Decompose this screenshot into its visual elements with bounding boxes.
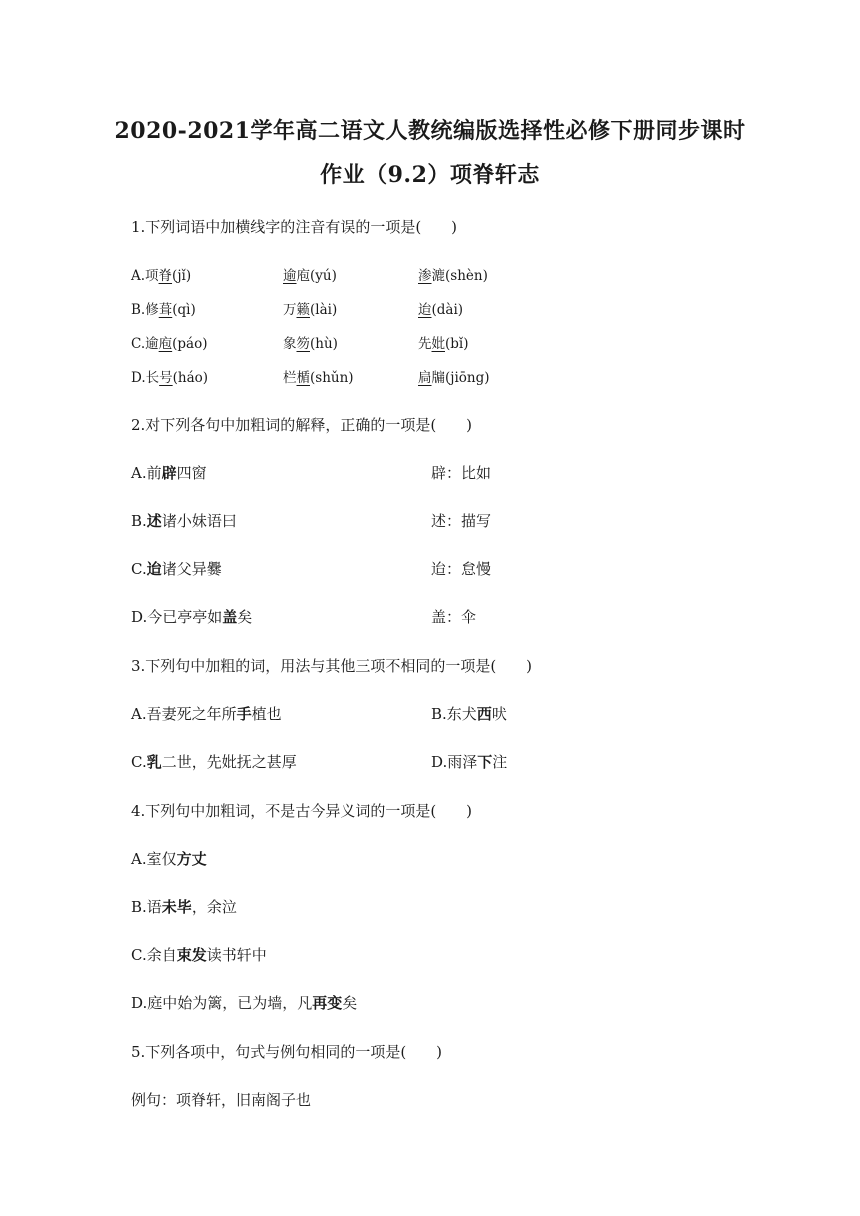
question-5-example: 例句：项脊轩，旧南阁子也 [131, 1091, 312, 1109]
question-3-option-c: C.乳二世，先妣抚之甚厚 [131, 753, 297, 771]
question-2-stem: 2.对下列各句中加粗词的解释，正确的一项是( ) [131, 416, 473, 434]
question-1-stem: 1.下列词语中加横线字的注音有误的一项是( ) [131, 218, 458, 236]
option-c-col1: C.逾庖(páo) [131, 336, 208, 352]
question-3-option-a: A.吾妻死之年所手植也 [131, 705, 282, 723]
question-3-option-b: B.东犬西吠 [431, 705, 507, 723]
page-title-line-2: 作业（9.2）项脊轩志 [320, 162, 540, 188]
question-2-option-c: C.迨诸父异爨 [131, 560, 222, 578]
question-4-option-b: B.语未毕，余泣 [131, 898, 237, 916]
question-4-option-c: C.余自束发读书轩中 [131, 946, 267, 964]
option-d-col1: D.长号(háo) [131, 370, 209, 386]
option-b-col3: 迨(dài) [418, 302, 464, 318]
question-2-gloss-a: 辟：比如 [431, 464, 492, 482]
question-2-gloss-b: 述：描写 [431, 512, 492, 530]
question-3-option-d: D.雨泽下注 [431, 753, 508, 771]
option-c-col3: 先妣(bǐ) [418, 336, 469, 352]
question-3-stem: 3.下列句中加粗的词，用法与其他三项不相同的一项是( ) [131, 657, 533, 675]
question-2-option-b: B.述诸小妹语曰 [131, 512, 237, 530]
page-title-line-1: 2020-2021学年高二语文人教统编版选择性必修下册同步课时 [114, 118, 746, 144]
question-2-option-a: A.前辟四窗 [131, 464, 207, 482]
option-a-col3: 渗漉(shèn) [418, 268, 488, 284]
question-4-stem: 4.下列句中加粗词，不是古今异义词的一项是( ) [131, 802, 473, 820]
question-4-option-a: A.室仅方丈 [131, 850, 207, 868]
question-5-stem: 5.下列各项中，句式与例句相同的一项是( ) [131, 1043, 443, 1061]
question-2-option-d: D.今已亭亭如盖矣 [131, 608, 253, 626]
option-c-col2: 象笏(hù) [283, 336, 338, 352]
option-b-col2: 万籁(lài) [283, 302, 338, 318]
question-4-option-d: D.庭中始为篱，已为墙，凡再变矣 [131, 994, 358, 1012]
question-2-gloss-d: 盖：伞 [431, 608, 477, 626]
option-b-col1: B.修葺(qì) [131, 302, 196, 318]
option-d-col3: 扃牖(jiōng) [418, 370, 490, 386]
option-a-col2: 逾庖(yú) [283, 268, 337, 284]
option-d-col2: 栏楯(shǔn) [283, 370, 354, 386]
question-2-gloss-c: 迨：怠慢 [431, 560, 492, 578]
option-a-col1: A.项脊(jǐ) [131, 268, 192, 284]
